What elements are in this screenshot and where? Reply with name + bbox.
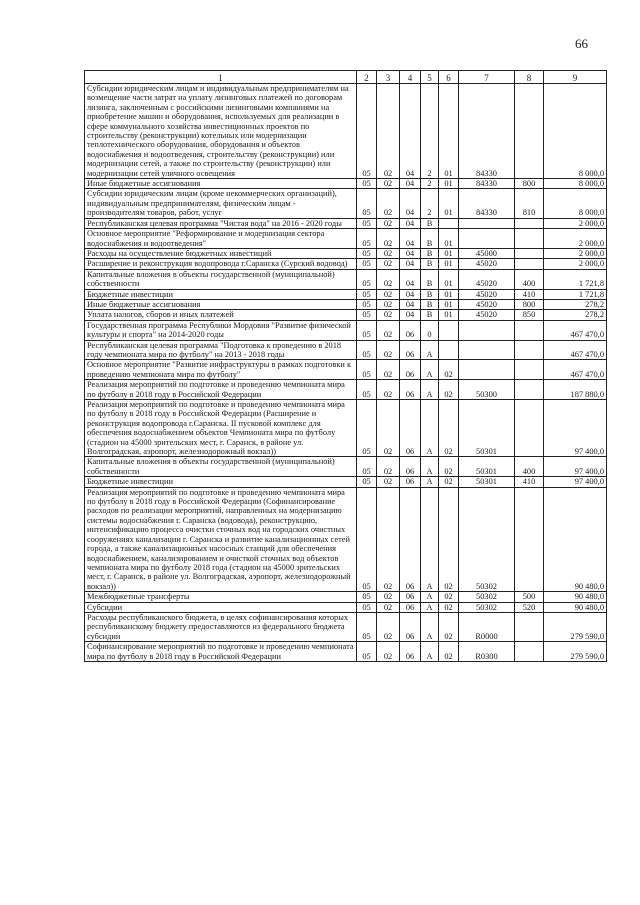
cell-expense-type: 800 bbox=[515, 179, 544, 189]
table-row bbox=[85, 310, 607, 320]
row-description: Расходы республиканского бюджета, в целях софинансирования которых республиканскому бюджету предоставляются из федерального бюджета субсидии bbox=[85, 612, 357, 641]
cell-col-3: 02 bbox=[377, 84, 400, 179]
cell-expense-type: 520 bbox=[515, 602, 544, 612]
cell-expense-type bbox=[515, 84, 544, 179]
cell-col-4: 06 bbox=[400, 642, 421, 662]
row-description: Республиканская целевая программа "Подготовка к проведению в 2018 году чемпионата мира по футболу" на 2013 - 2018 годы bbox=[85, 340, 357, 360]
cell-expense-type bbox=[515, 320, 544, 340]
cell-amount: 2 000,0 bbox=[544, 259, 607, 269]
cell-col-4: 04 bbox=[400, 84, 421, 179]
cell-amount: 90 480,0 bbox=[544, 487, 607, 591]
cell-col-6: 02 bbox=[439, 360, 459, 380]
cell-col-6 bbox=[439, 320, 459, 340]
table-row bbox=[85, 400, 607, 457]
cell-code: 84330 bbox=[459, 179, 515, 189]
cell-col-3: 02 bbox=[377, 248, 400, 258]
cell-col-3: 02 bbox=[377, 487, 400, 591]
table-row bbox=[85, 299, 607, 309]
cell-col-3: 02 bbox=[377, 592, 400, 602]
cell-col-4: 06 bbox=[400, 592, 421, 602]
row-description: Расширение и реконструкция водопровода г.Саранска (Сурский водовод) bbox=[85, 259, 357, 269]
cell-col-4: 06 bbox=[400, 602, 421, 612]
table-row bbox=[85, 189, 607, 218]
cell-col-3: 02 bbox=[377, 189, 400, 218]
cell-amount: 187 880,0 bbox=[544, 380, 607, 400]
row-description: Республиканская целевая программа "Чистая вода" на 2016 - 2020 годы bbox=[85, 218, 357, 228]
cell-col-3: 02 bbox=[377, 642, 400, 662]
cell-col-5: А bbox=[421, 400, 439, 457]
cell-expense-type bbox=[515, 218, 544, 228]
cell-col-5: А bbox=[421, 642, 439, 662]
cell-col-3: 02 bbox=[377, 380, 400, 400]
cell-col-4: 06 bbox=[400, 457, 421, 477]
cell-amount: 90 480,0 bbox=[544, 592, 607, 602]
cell-col-4: 04 bbox=[400, 289, 421, 299]
cell-col-4: 04 bbox=[400, 189, 421, 218]
cell-col-3: 02 bbox=[377, 340, 400, 360]
cell-col-4: 04 bbox=[400, 229, 421, 249]
cell-expense-type bbox=[515, 340, 544, 360]
cell-expense-type: 810 bbox=[515, 189, 544, 218]
column-header: 1 bbox=[85, 71, 357, 84]
cell-col-5: А bbox=[421, 612, 439, 641]
cell-col-3: 02 bbox=[377, 457, 400, 477]
row-description: Иные бюджетные ассигнования bbox=[85, 179, 357, 189]
cell-col-6: 02 bbox=[439, 642, 459, 662]
cell-col-3: 02 bbox=[377, 269, 400, 289]
cell-col-3: 02 bbox=[377, 602, 400, 612]
cell-code: 50301 bbox=[459, 477, 515, 487]
cell-col-6: 02 bbox=[439, 400, 459, 457]
cell-col-5: В bbox=[421, 218, 439, 228]
cell-code: 84330 bbox=[459, 84, 515, 179]
cell-col-5: А bbox=[421, 602, 439, 612]
row-description: Бюджетные инвестиции bbox=[85, 477, 357, 487]
cell-expense-type: 850 bbox=[515, 310, 544, 320]
cell-col-2: 05 bbox=[357, 84, 377, 179]
cell-col-6: 02 bbox=[439, 612, 459, 641]
table-row bbox=[85, 457, 607, 477]
cell-col-4: 06 bbox=[400, 477, 421, 487]
table-row bbox=[85, 380, 607, 400]
cell-col-6: 01 bbox=[439, 84, 459, 179]
cell-col-4: 06 bbox=[400, 400, 421, 457]
cell-expense-type: 400 bbox=[515, 457, 544, 477]
table-row bbox=[85, 642, 607, 662]
row-description: Капитальные вложения в объекты государственной (муниципальной) собственности bbox=[85, 457, 357, 477]
cell-col-2: 05 bbox=[357, 592, 377, 602]
row-description: Субсидии юридическим лицам и индивидуальным предпринимателям на возмещение части затрат на уплату лизинговых платежей по договорам лизинга, заключенным с российскими лизинговыми компаниями на приобретение машин и оборудования, используемых для реализации в сфере коммунального хозяйства инвестиционных проектов по строительству (реконструкции) котельных или модернизации теплотехнического оборудования, оборудования и объектов водоснабжения и водоотведения, строительству (реконструкции) или модернизации сетей, а также по строительству (реконструкции) или модернизации сетей уличного освещения bbox=[85, 84, 357, 179]
cell-col-6: 02 bbox=[439, 592, 459, 602]
cell-code: 45020 bbox=[459, 259, 515, 269]
table-row bbox=[85, 259, 607, 269]
table-row bbox=[85, 229, 607, 249]
cell-col-4: 04 bbox=[400, 179, 421, 189]
budget-table bbox=[84, 70, 607, 662]
cell-col-4: 04 bbox=[400, 269, 421, 289]
cell-col-2: 05 bbox=[357, 310, 377, 320]
cell-amount: 279 590,0 bbox=[544, 642, 607, 662]
cell-col-5: А bbox=[421, 487, 439, 591]
cell-col-6: 02 bbox=[439, 487, 459, 591]
cell-col-5: 2 bbox=[421, 179, 439, 189]
cell-col-2: 05 bbox=[357, 299, 377, 309]
cell-col-6: 02 bbox=[439, 380, 459, 400]
cell-col-3: 02 bbox=[377, 310, 400, 320]
cell-col-3: 02 bbox=[377, 612, 400, 641]
cell-col-3: 02 bbox=[377, 289, 400, 299]
cell-col-5: 2 bbox=[421, 189, 439, 218]
cell-expense-type: 500 bbox=[515, 592, 544, 602]
cell-col-5: В bbox=[421, 259, 439, 269]
cell-col-6: 02 bbox=[439, 457, 459, 477]
row-description: Реализация мероприятий по подготовке и проведению чемпионата мира по футболу в 2018 году в Российской Федерации (Софинансирование расходов по реализации мероприятий, направленных на модернизацию системы водоснабжения г. Саранска (водовода), реконструкцию, интенсификацию процесса очистки сточных вод на городских очистных сооружениях канализации г. Саранска и развитие канализационных сетей города, а также канализационных насосных станций для обеспечения водоснабжением, канализированием и очисткой сточных вод объектов чемпионата мира по футболу 2018 года (стадион на 45000 зрительских мест, г. Саранск, в районе ул. Волгоградская, аэропорт, железнодорожный вокзал)) bbox=[85, 487, 357, 591]
table-row bbox=[85, 179, 607, 189]
cell-col-2: 05 bbox=[357, 320, 377, 340]
cell-col-3: 02 bbox=[377, 320, 400, 340]
cell-expense-type: 410 bbox=[515, 289, 544, 299]
cell-expense-type: 410 bbox=[515, 477, 544, 487]
cell-amount: 467 470,0 bbox=[544, 360, 607, 380]
cell-col-2: 05 bbox=[357, 457, 377, 477]
cell-code: 50302 bbox=[459, 602, 515, 612]
cell-amount: 97 400,0 bbox=[544, 400, 607, 457]
cell-col-3: 02 bbox=[377, 400, 400, 457]
cell-code bbox=[459, 320, 515, 340]
cell-expense-type: 400 bbox=[515, 269, 544, 289]
cell-col-5: В bbox=[421, 289, 439, 299]
cell-expense-type bbox=[515, 248, 544, 258]
cell-col-5: А bbox=[421, 592, 439, 602]
cell-col-4: 06 bbox=[400, 360, 421, 380]
row-description: Расходы на осуществление бюджетных инвестиций bbox=[85, 248, 357, 258]
cell-col-6: 01 bbox=[439, 299, 459, 309]
cell-col-6: 02 bbox=[439, 602, 459, 612]
cell-col-2: 05 bbox=[357, 259, 377, 269]
column-header: 9 bbox=[544, 71, 607, 84]
cell-col-6: 01 bbox=[439, 189, 459, 218]
cell-col-6 bbox=[439, 218, 459, 228]
row-description: Уплата налогов, сборов и иных платежей bbox=[85, 310, 357, 320]
cell-col-2: 05 bbox=[357, 360, 377, 380]
table-row bbox=[85, 592, 607, 602]
cell-col-2: 05 bbox=[357, 179, 377, 189]
cell-expense-type bbox=[515, 487, 544, 591]
cell-col-2: 05 bbox=[357, 340, 377, 360]
cell-code: 45020 bbox=[459, 299, 515, 309]
cell-expense-type bbox=[515, 400, 544, 457]
row-description: Реализация мероприятий по подготовке и проведению чемпионата мира по футболу в 2018 году в Российской Федерации bbox=[85, 380, 357, 400]
table-row bbox=[85, 487, 607, 591]
row-description: Межбюджетные трансферты bbox=[85, 592, 357, 602]
table-row bbox=[85, 289, 607, 299]
cell-expense-type bbox=[515, 380, 544, 400]
cell-col-5: В bbox=[421, 229, 439, 249]
cell-amount: 1 721,8 bbox=[544, 289, 607, 299]
cell-code: 45020 bbox=[459, 289, 515, 299]
cell-code: 84330 bbox=[459, 189, 515, 218]
cell-col-3: 02 bbox=[377, 299, 400, 309]
cell-col-4: 06 bbox=[400, 612, 421, 641]
cell-amount: 8 000,0 bbox=[544, 189, 607, 218]
cell-col-6: 01 bbox=[439, 310, 459, 320]
cell-expense-type bbox=[515, 642, 544, 662]
cell-amount: 8 000,0 bbox=[544, 84, 607, 179]
table-row bbox=[85, 218, 607, 228]
cell-col-2: 05 bbox=[357, 189, 377, 218]
row-description: Капитальные вложения в объекты государственной (муниципальной) собственности bbox=[85, 269, 357, 289]
cell-code: 50301 bbox=[459, 457, 515, 477]
cell-col-3: 02 bbox=[377, 218, 400, 228]
cell-col-5: А bbox=[421, 457, 439, 477]
table-row bbox=[85, 248, 607, 258]
column-header: 2 bbox=[357, 71, 377, 84]
cell-col-4: 04 bbox=[400, 248, 421, 258]
cell-col-4: 06 bbox=[400, 340, 421, 360]
cell-amount: 2 000,0 bbox=[544, 218, 607, 228]
cell-col-5: А bbox=[421, 477, 439, 487]
cell-code bbox=[459, 229, 515, 249]
cell-amount: 90 480,0 bbox=[544, 602, 607, 612]
cell-code bbox=[459, 218, 515, 228]
cell-col-2: 05 bbox=[357, 642, 377, 662]
cell-amount: 278,2 bbox=[544, 299, 607, 309]
column-header: 7 bbox=[459, 71, 515, 84]
cell-amount: 2 000,0 bbox=[544, 229, 607, 249]
cell-col-5: В bbox=[421, 269, 439, 289]
cell-col-6: 01 bbox=[439, 289, 459, 299]
cell-col-4: 04 bbox=[400, 259, 421, 269]
cell-amount: 278,2 bbox=[544, 310, 607, 320]
cell-col-2: 05 bbox=[357, 612, 377, 641]
cell-code: 50300 bbox=[459, 380, 515, 400]
table-row bbox=[85, 269, 607, 289]
cell-amount: 97 400,0 bbox=[544, 457, 607, 477]
cell-code: 45000 bbox=[459, 248, 515, 258]
column-header: 6 bbox=[439, 71, 459, 84]
column-header: 5 bbox=[421, 71, 439, 84]
table-row bbox=[85, 477, 607, 487]
table-row bbox=[85, 340, 607, 360]
cell-expense-type bbox=[515, 612, 544, 641]
cell-amount: 97 400,0 bbox=[544, 477, 607, 487]
cell-col-6: 02 bbox=[439, 477, 459, 487]
cell-col-2: 05 bbox=[357, 602, 377, 612]
cell-code: 50302 bbox=[459, 487, 515, 591]
cell-col-6: 01 bbox=[439, 179, 459, 189]
cell-col-5: В bbox=[421, 248, 439, 258]
cell-col-2: 05 bbox=[357, 477, 377, 487]
cell-col-4: 04 bbox=[400, 310, 421, 320]
cell-col-2: 05 bbox=[357, 380, 377, 400]
cell-col-5: А bbox=[421, 380, 439, 400]
cell-col-3: 02 bbox=[377, 179, 400, 189]
cell-amount: 467 470,0 bbox=[544, 320, 607, 340]
cell-code bbox=[459, 360, 515, 380]
table-row bbox=[85, 360, 607, 380]
cell-amount: 1 721,8 bbox=[544, 269, 607, 289]
cell-col-5: В bbox=[421, 299, 439, 309]
cell-amount: 2 000,0 bbox=[544, 248, 607, 258]
cell-code: 50302 bbox=[459, 592, 515, 602]
column-header: 4 bbox=[400, 71, 421, 84]
row-description: Иные бюджетные ассигнования bbox=[85, 299, 357, 309]
row-description: Основное мероприятие "Реформирование и модернизация сектора водоснабжения и водоотведения" bbox=[85, 229, 357, 249]
cell-amount: 8 000,0 bbox=[544, 179, 607, 189]
cell-col-4: 06 bbox=[400, 380, 421, 400]
table-row bbox=[85, 84, 607, 179]
table-row bbox=[85, 602, 607, 612]
cell-col-2: 05 bbox=[357, 229, 377, 249]
cell-col-3: 02 bbox=[377, 477, 400, 487]
table-body bbox=[85, 84, 607, 662]
cell-col-5: А bbox=[421, 340, 439, 360]
cell-col-4: 06 bbox=[400, 487, 421, 591]
cell-expense-type bbox=[515, 360, 544, 380]
cell-col-3: 02 bbox=[377, 360, 400, 380]
column-header: 8 bbox=[515, 71, 544, 84]
cell-code: 50301 bbox=[459, 400, 515, 457]
table-header-row bbox=[85, 71, 607, 84]
cell-expense-type bbox=[515, 229, 544, 249]
cell-expense-type: 800 bbox=[515, 299, 544, 309]
cell-col-2: 05 bbox=[357, 289, 377, 299]
cell-col-4: 06 bbox=[400, 320, 421, 340]
row-description: Субсидии bbox=[85, 602, 357, 612]
cell-col-3: 02 bbox=[377, 229, 400, 249]
cell-code: 45020 bbox=[459, 310, 515, 320]
cell-col-5: 0 bbox=[421, 320, 439, 340]
column-header: 3 bbox=[377, 71, 400, 84]
row-description: Бюджетные инвестиции bbox=[85, 289, 357, 299]
row-description: Субсидии юридическим лицам (кроме некоммерческих организаций), индивидуальным предпринимателям, физическим лицам - производителям товаров, работ, услуг bbox=[85, 189, 357, 218]
cell-col-4: 04 bbox=[400, 218, 421, 228]
cell-col-6: 01 bbox=[439, 269, 459, 289]
table-row bbox=[85, 320, 607, 340]
cell-col-2: 05 bbox=[357, 248, 377, 258]
cell-col-6 bbox=[439, 340, 459, 360]
cell-amount: 279 590,0 bbox=[544, 612, 607, 641]
cell-code: 45020 bbox=[459, 269, 515, 289]
cell-code bbox=[459, 340, 515, 360]
cell-code: R0300 bbox=[459, 642, 515, 662]
cell-col-2: 05 bbox=[357, 400, 377, 457]
row-description: Государственная программа Республики Мордовия "Развитие физической культуры и спорта" на 2014-2020 годы bbox=[85, 320, 357, 340]
cell-col-5: В bbox=[421, 310, 439, 320]
cell-col-6: 01 bbox=[439, 229, 459, 249]
cell-col-3: 02 bbox=[377, 259, 400, 269]
cell-col-6: 01 bbox=[439, 259, 459, 269]
cell-expense-type bbox=[515, 259, 544, 269]
page-number: 66 bbox=[575, 36, 588, 51]
cell-col-4: 04 bbox=[400, 299, 421, 309]
row-description: Софинансирование мероприятий по подготовке и проведению чемпионата мира по футболу в 2018 году в Российской Федерации bbox=[85, 642, 357, 662]
cell-code: R0000 bbox=[459, 612, 515, 641]
cell-amount: 467 470,0 bbox=[544, 340, 607, 360]
cell-col-5: 2 bbox=[421, 84, 439, 179]
cell-col-6: 01 bbox=[439, 248, 459, 258]
row-description: Основное мероприятие "Развитие инфраструктуры в рамках подготовки к проведению чемпионата мира по футболу" bbox=[85, 360, 357, 380]
cell-col-2: 05 bbox=[357, 487, 377, 591]
table-row bbox=[85, 612, 607, 641]
row-description: Реализация мероприятий по подготовке и проведению чемпионата мира по футболу в 2018 году в Российской Федерации (Расширение и реконструкция водопровода г.Саранска. II пусковой комплекс для обеспечения водоснабжением объектов Чемпионата мира по футболу (стадион на 45000 зрительских мест, г. Саранск, в районе ул. Волгоградская, аэропорт, железнодорожный вокзал)) bbox=[85, 400, 357, 457]
cell-col-2: 05 bbox=[357, 218, 377, 228]
cell-col-2: 05 bbox=[357, 269, 377, 289]
cell-col-5: А bbox=[421, 360, 439, 380]
